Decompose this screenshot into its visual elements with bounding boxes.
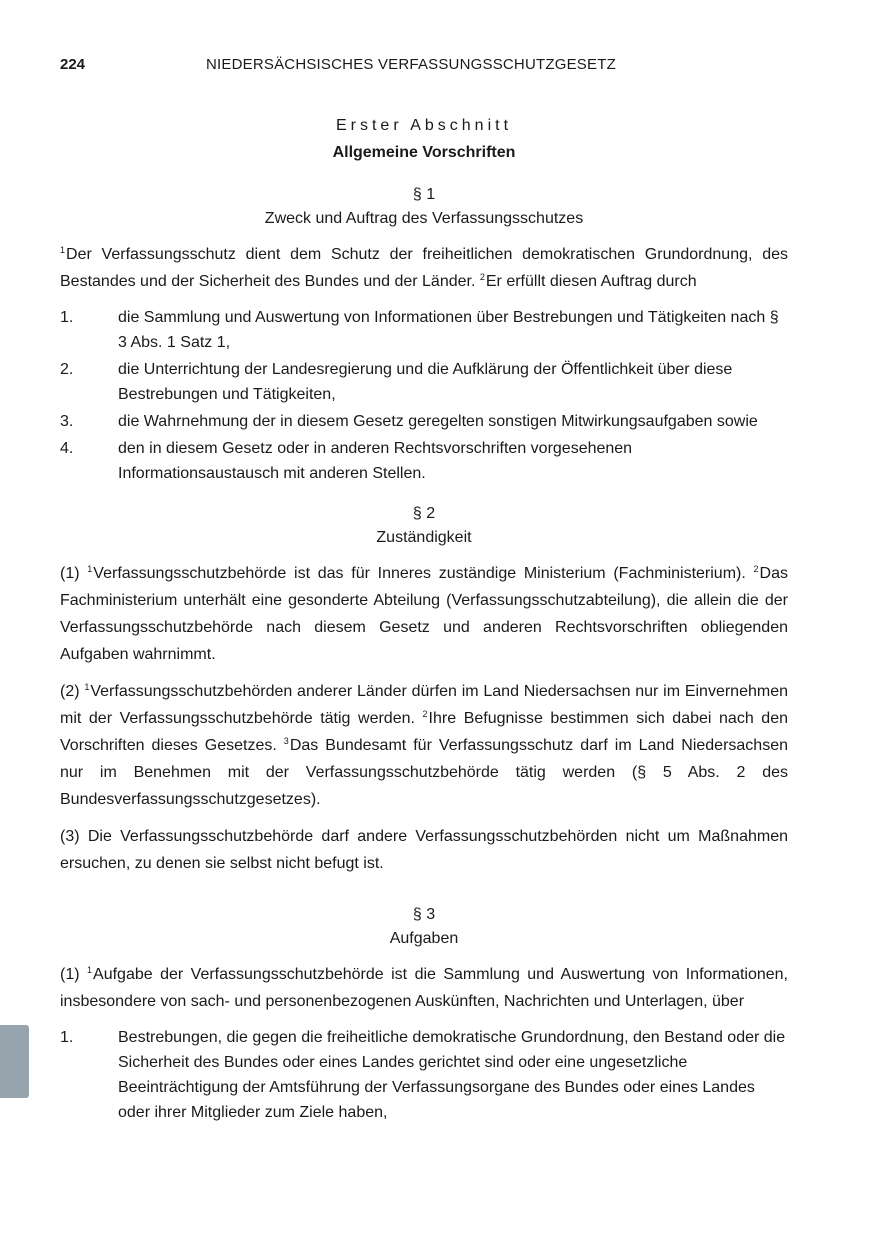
paragraph-number-1: § 1: [412, 186, 436, 203]
paragraph-2-abs-2: (2) $^1$Verfassungsschutzbehörden anderer Länder dürfen im Land Niedersachsen nur im Einvernehmen mit der Verfassungsschutzbehörde tätig werden. $^2$Ihre Befugnisse bestimmen sich dabei nach den Vorschriften dieses Gesetzes. $^3$Das Bundesamt für Verfassungsschutz darf im Land Niedersachsen nur im Benehmen mit der Verfassungsschutzbehörde tätig werden (§ 5 Abs. 2 des Bundesverfassungsschutzgesetzes).: [60, 681, 788, 808]
list-item: 1. Bestrebungen, die gegen die freiheitliche demokratische Grundordnung, den Bestand oder die Sicherheit des Bundes oder eines Landes gerichtet sind oder eine ungesetzliche Beeinträchtigung der Amtsführung der Verfassungsorgane des Bundes oder eines Landes oder ihrer Mitglieder zum Ziele haben,: [60, 1029, 786, 1121]
page-number: 224: [60, 56, 86, 73]
paragraph-number-2: § 2: [412, 505, 436, 522]
paragraph-3-list: [60, 1025, 788, 1125]
section-label: Erster Abschnitt: [335, 117, 513, 134]
paragraph-1-intro: $^1$Der Verfassungsschutz dient dem Schutz der freiheitlichen demokratischen Grundordnung, des Bestandes und der Sicherheit des Bundes und der Länder. $^2$Er erfüllt diesen Auftrag durch: [60, 244, 788, 290]
running-title: NIEDERSÄCHSISCHES VERFASSUNGSSCHUTZGESETZ: [206, 56, 616, 73]
list-item: 2. die Unterrichtung der Landesregierung und die Aufklärung der Öffentlichkeit über diese Bestrebungen und Tätigkeiten,: [60, 361, 733, 403]
paragraph-2-abs-1: (1) $^1$Verfassungsschutzbehörde ist das für Inneres zuständige Ministerium (Fachministerium). $^2$Das Fachministerium unterhält eine gesonderte Abteilung (Verfassungsschutzabteilung), die allein die der Verfassungsschutzbehörde nach diesem Gesetz und anderen Rechtsvorschriften obliegenden Aufgaben wahrnimmt.: [60, 563, 788, 663]
list-item: 1. die Sammlung und Auswertung von Informationen über Bestrebungen und Tätigkeiten nach § 3 Abs. 1 Satz 1,: [60, 309, 779, 351]
paragraph-3-abs-1: (1) $^1$Aufgabe der Verfassungsschutzbehörde ist die Sammlung und Auswertung von Informationen, insbesondere von sach- und personenbezogenen Auskünften, Nachrichten und Unterlagen, über: [60, 964, 788, 1010]
paragraph-title-3: Aufgaben: [389, 930, 459, 947]
paragraph-number-3: § 3: [412, 906, 436, 923]
chapter-thumb-tab: [0, 1025, 29, 1098]
paragraph-title-1: Zweck und Auftrag des Verfassungsschutzes: [264, 210, 584, 227]
list-item: 3. die Wahrnehmung der in diesem Gesetz geregelten sonstigen Mitwirkungsaufgaben sowie: [60, 413, 758, 430]
list-item: 4. den in diesem Gesetz oder in anderen Rechtsvorschriften vorgesehenen Informationsaustausch mit anderen Stellen.: [60, 440, 633, 482]
paragraph-1-list: [60, 305, 788, 486]
section-title: Allgemeine Vorschriften: [332, 144, 516, 161]
paragraph-title-2: Zuständigkeit: [376, 529, 472, 546]
page-content: [60, 115, 788, 1135]
paragraph-2-abs-3: (3) Die Verfassungsschutzbehörde darf andere Verfassungsschutzbehörden nicht um Maßnahmen ersuchen, zu denen sie selbst nicht befugt ist.: [60, 828, 788, 872]
